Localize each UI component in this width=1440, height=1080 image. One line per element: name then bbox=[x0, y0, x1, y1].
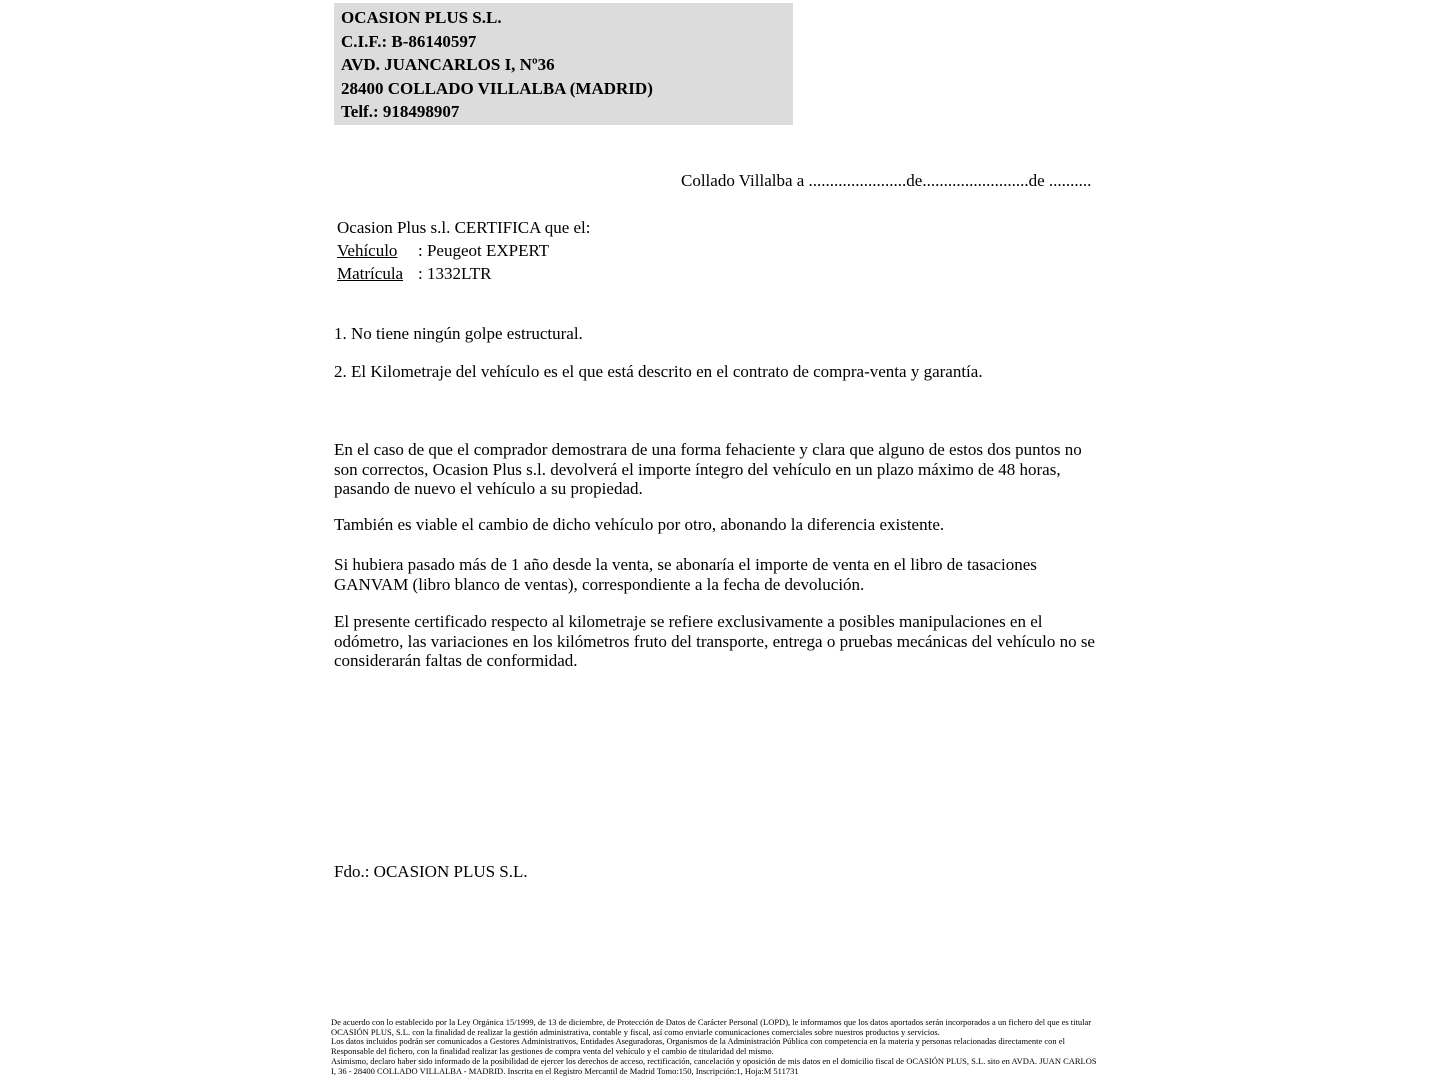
paragraph-refund-guarantee: En el caso de que el comprador demostrara de una forma fehaciente y clara que alguno de estos dos puntos no son correctos, Ocasion Plus s.l. devolverá el importe íntegro del vehículo en un plazo máximo de 48 horas, pasando de nuevo el vehículo a su propiedad. bbox=[334, 440, 1082, 499]
point-1: 1. No tiene ningún golpe estructural. bbox=[334, 324, 583, 343]
plate-row bbox=[337, 262, 591, 285]
date-line: Collado Villalba a .......................de.........................de .......... bbox=[681, 171, 1092, 190]
company-cif: C.I.F.: B-86140597 bbox=[341, 31, 477, 51]
paragraph-vehicle-exchange: También es viable el cambio de dicho vehículo por otro, abonando la diferencia existente. bbox=[334, 515, 945, 534]
legal-paragraph-lopd: De acuerdo con lo establecido por la Ley Orgánica 15/1999, de 13 de diciembre, de Protección de Datos de Carácter Personal (LOPD), le informamos que los datos aportados serán incorporados a un fichero del que es titular OCASIÓN PLUS, S.L. con la finalidad de realizar la gestión administrativa, contable y fiscal, así como enviarle comunicaciones comerciales sobre nuestros productos y servicios. bbox=[331, 1017, 1092, 1037]
company-address: AVD. JUANCARLOS I, Nº36 bbox=[341, 55, 555, 75]
company-city: 28400 COLLADO VILLALBA (MADRID) bbox=[341, 78, 653, 98]
legal-paragraph-rights: Asimismo, declaro haber sido informado de la posibilidad de ejercer los derechos de acceso, rectificación, cancelación y oposición de mis datos en el domicilio fiscal de OCASIÓN PLUS, S.L. sito en AVDA. JUAN CARLOS I, 36 - 28400 COLLADO VILLALBA - MADRID. Inscrita en el Registro Mercantil de Madrid Tomo:150, Inscripción:1, Hoja:M 511731 bbox=[331, 1055, 1097, 1076]
company-phone: Telf.: 918498907 bbox=[341, 102, 460, 122]
point-2: 2. El Kilometraje del vehículo es el que está descrito en el contrato de compra-venta y garantía. bbox=[334, 362, 983, 381]
legal-footer bbox=[331, 1018, 1103, 1076]
paragraph-ganvam: Si hubiera pasado más de 1 año desde la venta, se abonaría el importe de venta en el libro de tasaciones GANVAM (libro blanco de ventas), correspondiente a la fecha de devolución. bbox=[334, 555, 1037, 594]
vehicle-row bbox=[337, 239, 591, 262]
vehicle-value: : Peugeot EXPERT bbox=[418, 241, 550, 260]
plate-value: : 1332LTR bbox=[418, 264, 492, 283]
certifies-intro: Ocasion Plus s.l. CERTIFICA que el: bbox=[337, 218, 591, 237]
company-name: OCASION PLUS S.L. bbox=[341, 8, 502, 27]
paragraph-odometer-disclaimer: El presente certificado respecto al kilometraje se refiere exclusivamente a posibles manipulaciones en el odómetro, las variaciones en los kilómetros fruto del transporte, entrega o pruebas mecánicas del vehículo no se considerarán faltas de conformidad. bbox=[334, 612, 1095, 671]
vehicle-label: Vehículo bbox=[337, 241, 398, 260]
certification-block bbox=[337, 216, 591, 285]
signature-line: Fdo.: OCASION PLUS S.L. bbox=[334, 862, 528, 881]
company-header-box bbox=[334, 3, 793, 125]
plate-label: Matrícula bbox=[337, 264, 404, 283]
legal-paragraph-data-sharing: Los datos incluidos podrán ser comunicados a Gestores Administrativos, Entidades Aseguradoras, Organismos de la Administración Pública con competencia en la materia y personas relacionadas directamente con el Responsable del fichero, con la finalidad realizar las gestiones de compra venta del vehículo y el cambio de titularidad del mismo. bbox=[331, 1036, 1065, 1057]
